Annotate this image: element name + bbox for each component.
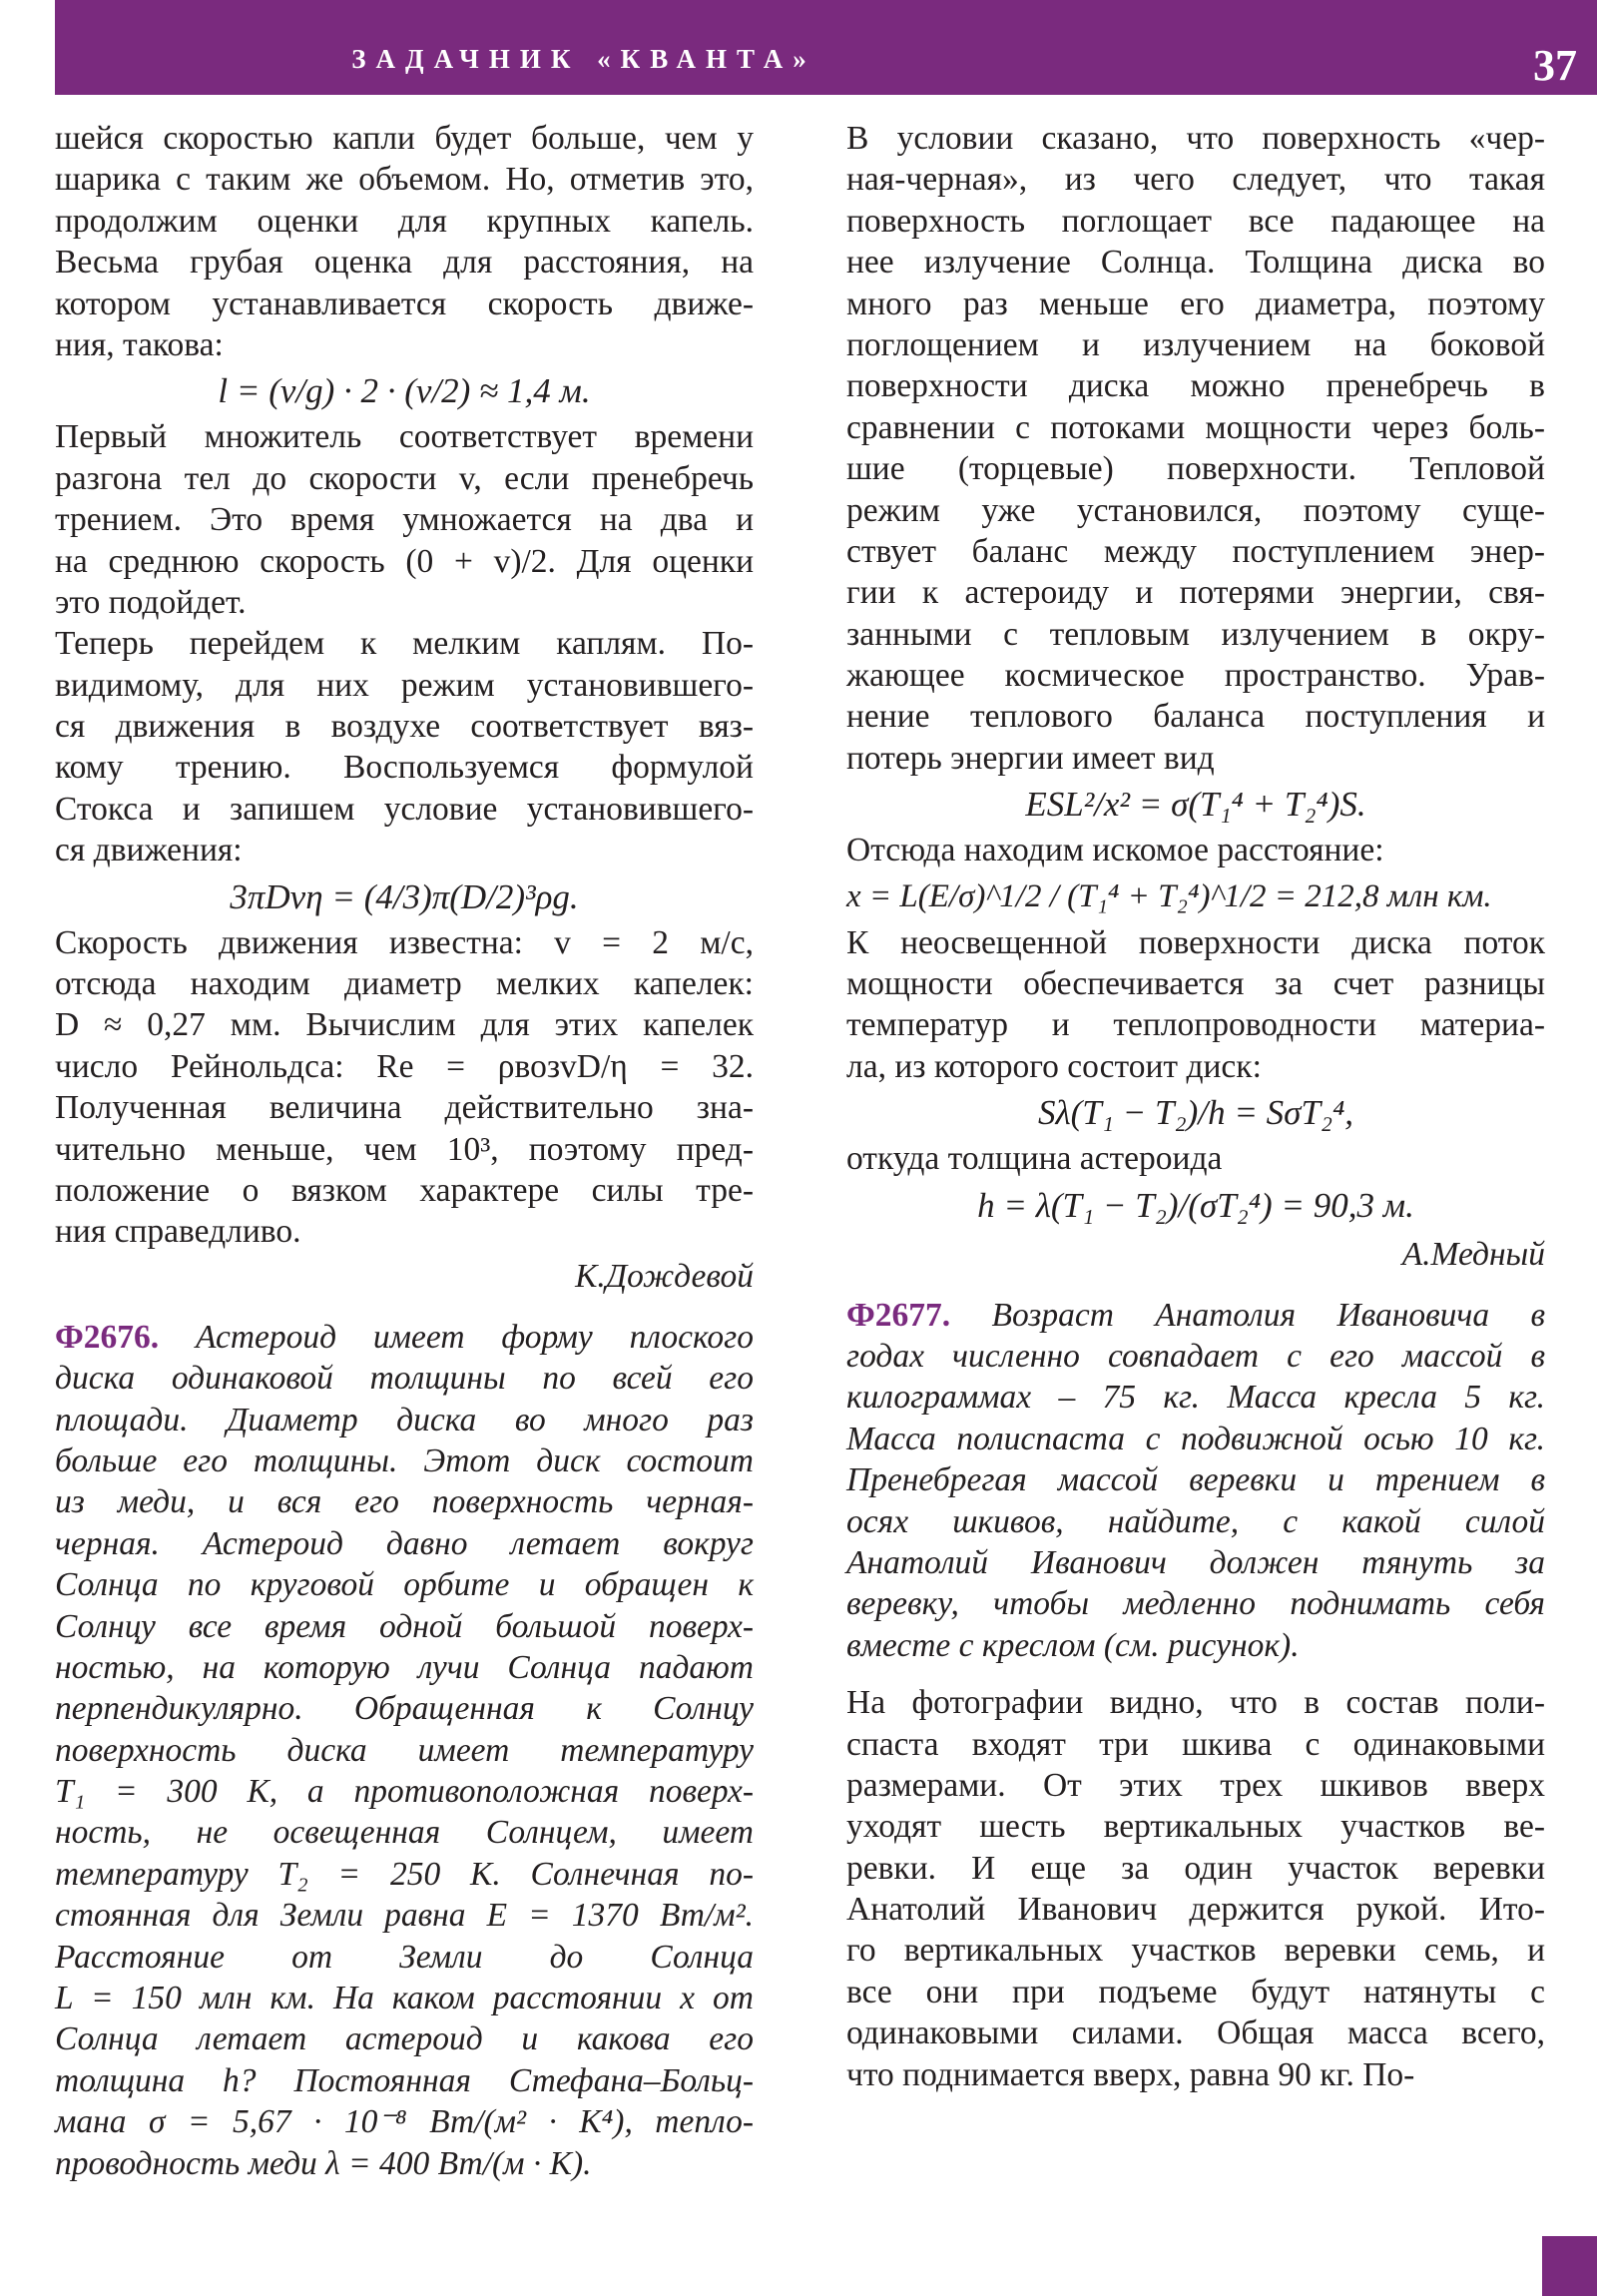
text-line: шейся скоростью капли будет больше, чем у: [55, 120, 754, 157]
text-line: диска одинаковой толщины по всей его: [55, 1360, 754, 1398]
text-line: поглощением и излучением на боковой: [846, 325, 1545, 363]
text-line: температуру T₂ = 250 K. Солнечная по-: [55, 1855, 754, 1893]
text-line: К неосвещенной поверхности диска поток: [846, 923, 1545, 961]
page-header: [55, 0, 1597, 95]
text-line: на среднюю скорость (0 + v)/2. Для оценки: [55, 542, 754, 580]
text-line: что поднимается вверх, равна 90 кг. По-: [846, 2055, 1415, 2093]
text-line: спаста входят три шкива с одинаковыми: [846, 1725, 1545, 1763]
text-line: Теперь перейдем к мелким каплям. По-: [55, 625, 754, 663]
page-number: 37: [1533, 41, 1577, 90]
formula-distance-result: x = L(E/σ)^1/2 / (T₁⁴ + T₂⁴)^1/2 = 212,8 млн км.: [846, 877, 1492, 914]
text-line: занными с тепловым излучением в окру-: [846, 615, 1545, 653]
text-line: В условии сказано, что поверхность «чер-: [846, 120, 1545, 157]
corner-tab: [1542, 2236, 1597, 2296]
text-line: Расстояние от Земли до Солнца: [55, 1938, 754, 1976]
text-line: поверхность диска имеет температуру: [55, 1731, 754, 1769]
text-line: Солнца по круговой орбите и обращен к: [55, 1566, 754, 1604]
text-line: ная-черная», из чего следует, что такая: [846, 161, 1545, 199]
text-line: из меди, и вся его поверхность черная-: [55, 1483, 754, 1521]
text-line: шарика с таким же объемом. Но, отметив это,: [55, 161, 754, 199]
text-line: черная. Астероид давно летает вокруг: [55, 1524, 754, 1562]
text-line: Пренебрегая массой веревки и трением в: [846, 1461, 1545, 1499]
left-para-4: [55, 922, 754, 1253]
text-line: мощности обеспечивается за счет разницы: [846, 965, 1545, 1003]
text-line: перпендикулярно. Обращенная к Солнцу: [55, 1690, 754, 1728]
text-line: Ф2676. Астероид имеет форму плоского: [55, 1318, 754, 1356]
text-line: веревку, чтобы медленно поднимать себя: [846, 1585, 1545, 1623]
right-para-2: [846, 830, 1545, 870]
text-line: потерь энергии имеет вид: [846, 739, 1215, 777]
text-line: разгона тел до скорости v, если пренебречь: [55, 459, 754, 497]
formula-thickness: h = λ(T₁ − T₂)/(σT₂⁴) = 90,3 м.: [977, 1185, 1414, 1225]
text-line: Солнца летает астероид и какова его: [55, 2020, 754, 2058]
text-line: много раз меньше его диаметра, поэтому: [846, 285, 1545, 322]
text-line: ность, не освещенная Солнцем, имеет: [55, 1814, 754, 1852]
text-line: жающее космическое пространство. Урав-: [846, 657, 1545, 695]
text-line: нение теплового баланса поступления и: [846, 698, 1545, 736]
formula-stokes: 3πDvη = (4/3)π(D/2)³ρg.: [230, 876, 579, 916]
left-para-2: [55, 416, 754, 623]
text-line: температур и теплопроводности материа-: [846, 1006, 1545, 1044]
text-line: гии к астероиду и потерями энергии, свя-: [846, 574, 1545, 612]
text-line: режим уже установился, поэтому суще-: [846, 491, 1545, 529]
text-line: все они при подъеме будут натянуты с: [846, 1973, 1545, 2010]
text-line: ностью, на которую лучи Солнца падают: [55, 1648, 754, 1686]
text-line: Солнцу все время одной большой поверх-: [55, 1607, 754, 1645]
text-line: котором устанавливается скорость движе-: [55, 285, 754, 322]
formula-conduction: Sλ(T₁ − T₂)/h = SσT₂⁴,: [1037, 1093, 1353, 1133]
author-signature-1: К.Дождевой: [575, 1257, 754, 1295]
text-line: поверхность поглощает все падающее на: [846, 202, 1545, 240]
formula-travel-distance: l = (v/g) · 2 · (v/2) ≈ 1,4 м.: [218, 371, 591, 411]
left-para-1: [55, 118, 754, 365]
text-line: шие (торцевые) поверхности. Тепловой: [846, 450, 1545, 488]
text-line: откуда толщина астероида: [846, 1140, 1223, 1178]
text-line: положение о вязком характере силы тре-: [55, 1171, 754, 1209]
text-line: кому трению. Воспользуемся формулой: [55, 749, 754, 787]
text-line: осях шкивов, найдите, с какой силой: [846, 1502, 1545, 1540]
text-line: T₁ = 300 K, а противоположная поверх-: [55, 1773, 754, 1811]
right-column: [846, 118, 1545, 2095]
author-signature-2: А.Медный: [1401, 1235, 1545, 1273]
problem-number: Ф2676.: [55, 1318, 160, 1356]
right-para-5: [846, 1682, 1545, 2095]
text-line: ствует баланс между поступлением энер-: [846, 532, 1545, 570]
text-line: мана σ = 5,67 · 10⁻⁸ Вт/(м² · K⁴), тепло-: [55, 2103, 754, 2141]
problem-number: Ф2677.: [846, 1296, 951, 1334]
text-line: число Рейнольдса: Re = ρвозvD/η = 32.: [55, 1047, 754, 1085]
text-line: толщина h? Постоянная Стефана–Больц-: [55, 2061, 754, 2099]
text-line: поверхности диска можно пренебречь в: [846, 367, 1545, 405]
problem-f2677: [846, 1295, 1545, 1667]
text-line: площади. Диаметр диска во много раз: [55, 1401, 754, 1438]
text-line: Анатолий Иванович держится рукой. Ито-: [846, 1891, 1545, 1929]
text-line: Стокса и запишем условие установившего-: [55, 790, 754, 828]
formula-heat-balance: ESL²/x² = σ(T₁⁴ + T₂⁴)S.: [1025, 785, 1366, 825]
text-line: D ≈ 0,27 мм. Вычислим для этих капелек: [55, 1006, 754, 1044]
text-line: сравнении с потоками мощности через боль-: [846, 408, 1545, 446]
text-line: проводность меди λ = 400 Вт/(м · K).: [55, 2144, 592, 2182]
text-line: больше его толщины. Этот диск состоит: [55, 1441, 754, 1479]
text-line: Ф2677. Возраст Анатолия Ивановича в: [846, 1296, 1545, 1334]
text-line: одинаковыми силами. Общая масса всего,: [846, 2014, 1545, 2052]
text-line: продолжим оценки для крупных капель.: [55, 202, 754, 240]
right-para-1: [846, 118, 1545, 779]
text-line: ла, из которого состоит диск:: [846, 1047, 1262, 1085]
text-line: Масса полиспаста с подвижной осью 10 кг.: [846, 1420, 1545, 1457]
text-line: Первый множитель соответствует времени: [55, 418, 754, 456]
text-line: размерами. От этих трех шкивов вверх: [846, 1766, 1545, 1804]
text-line: Полученная величина действительно зна-: [55, 1089, 754, 1127]
text-line: ния, такова:: [55, 325, 224, 363]
text-line: отсюда находим диаметр мелких капелек:: [55, 965, 754, 1003]
text-line: стоянная для Земли равна E = 1370 Вт/м².: [55, 1897, 754, 1935]
text-line: L = 150 млн км. На каком расстоянии x от: [55, 1980, 754, 2017]
problem-f2676: [55, 1317, 754, 2184]
text-line: трением. Это время умножается на два и: [55, 501, 754, 539]
text-line: го вертикальных участков веревки семь, и: [846, 1932, 1545, 1970]
text-line: ревки. И еще за один участок веревки: [846, 1849, 1545, 1887]
journal-section-title: ЗАДАЧНИК «КВАНТА»: [351, 44, 816, 74]
text-line: годах численно совпадает с его массой в: [846, 1337, 1545, 1375]
left-column: [55, 118, 754, 2184]
text-line: килограммах – 75 кг. Масса кресла 5 кг.: [846, 1379, 1545, 1417]
text-line: Отсюда находим искомое расстояние:: [846, 832, 1384, 869]
text-line: уходят шесть вертикальных участков ве-: [846, 1808, 1545, 1846]
text-line: чительно меньше, чем 10³, поэтому пред-: [55, 1130, 754, 1168]
text-line: Анатолий Иванович должен тянуть за: [846, 1543, 1545, 1581]
text-line: Скорость движения известна: v = 2 м/с,: [55, 923, 754, 961]
text-line: вместе с креслом (см. рисунок).: [846, 1626, 1300, 1664]
text-line: нее излучение Солнца. Толщина диска во: [846, 244, 1545, 282]
left-para-3: [55, 623, 754, 870]
right-para-3: [846, 922, 1545, 1088]
right-para-4: [846, 1138, 1545, 1179]
text-line: На фотографии видно, что в состав поли-: [846, 1684, 1545, 1722]
text-line: ния справедливо.: [55, 1213, 301, 1251]
text-line: Весьма грубая оценка для расстояния, на: [55, 244, 754, 282]
text-line: ся движения:: [55, 832, 243, 869]
text-line: ся движения в воздухе соответствует вяз-: [55, 708, 754, 746]
text-line: видимому, для них режим установившего-: [55, 666, 754, 704]
text-line: это подойдет.: [55, 583, 247, 621]
